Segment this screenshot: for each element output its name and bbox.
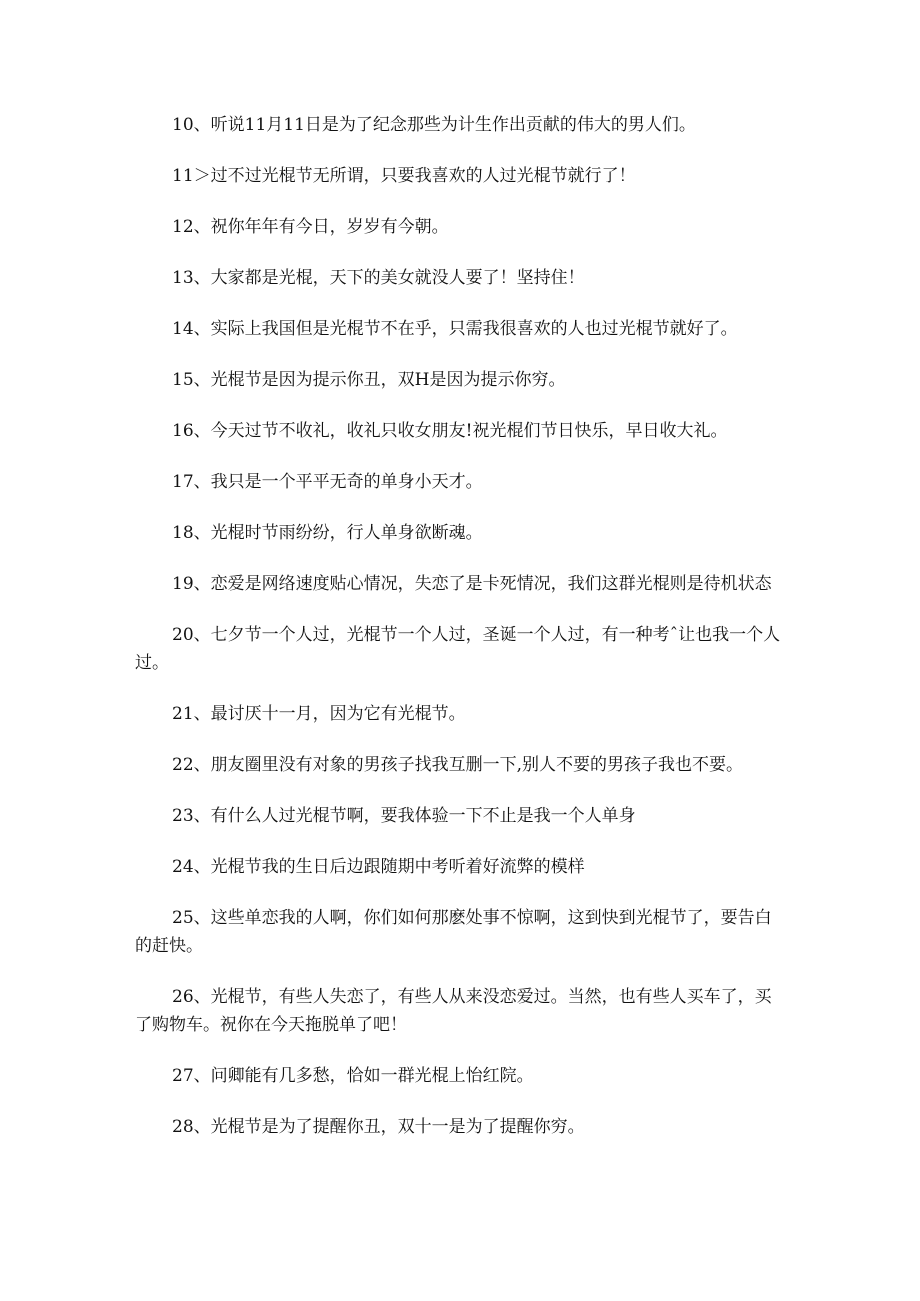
paragraph-24: 24、光棍节我的生日后边跟随期中考听着好流弊的模样	[172, 857, 585, 877]
paragraph-18: 18、光棍时节雨纷纷，行人单身欲断魂。	[172, 523, 483, 543]
paragraph-12: 12、祝你年年有今日，岁岁有今朝。	[172, 217, 449, 237]
paragraph-11: 11＞过不过光棍节无所谓，只要我喜欢的人过光棍节就行了！	[172, 166, 636, 186]
paragraph-10: 10、听说11月11日是为了纪念那些为计生作出贡献的伟大的男人们。	[172, 115, 696, 135]
paragraph-16: 16、今天过节不收礼，收礼只收女朋友!祝光棍们节日快乐，早日收大礼。	[172, 421, 728, 441]
paragraph-26: 26、光棍节，有些人失恋了，有些人从来没恋爱过。当然，也有些人买车了，买了购物车。祝你在今天拖脱单了吧！	[135, 987, 772, 1035]
paragraph-28: 28、光棍节是为了提醒你丑，双十一是为了提醒你穷。	[172, 1117, 585, 1137]
paragraph-22: 22、朋友圈里没有对象的男孩子找我互删一下,别人不要的男孩子我也不要。	[172, 755, 744, 775]
paragraph-25: 25、这些单恋我的人啊，你们如何那麽处事不惊啊，这到快到光棍节了，要告白的赶快。	[135, 908, 772, 956]
paragraph-19: 19、恋爱是网络速度贴心情况，失恋了是卡死情况，我们这群光棍则是待机状态	[172, 574, 772, 594]
paragraph-23: 23、有什么人过光棍节啊，要我体验一下不止是我一个人单身	[172, 806, 636, 826]
paragraph-list	[135, 111, 785, 1164]
paragraph-15: 15、光棍节是因为提示你丑，双H是因为提示你穷。	[172, 370, 566, 390]
paragraph-20: 20、七夕节一个人过，光棍节一个人过，圣诞一个人过，有一种考ˆ让也我一个人过。	[135, 625, 781, 673]
paragraph-21: 21、最讨厌十一月，因为它有光棍节。	[172, 704, 466, 724]
paragraph-14: 14、实际上我国但是光棍节不在乎，只需我很喜欢的人也过光棍节就好了。	[172, 319, 738, 339]
paragraph-13: 13、大家都是光棍，天下的美女就没人要了！坚持住！	[172, 268, 585, 288]
paragraph-27: 27、问卿能有几多愁，恰如一群光棍上怡红院。	[172, 1066, 534, 1086]
paragraph-17: 17、我只是一个平平无奇的单身小天才。	[172, 472, 483, 492]
